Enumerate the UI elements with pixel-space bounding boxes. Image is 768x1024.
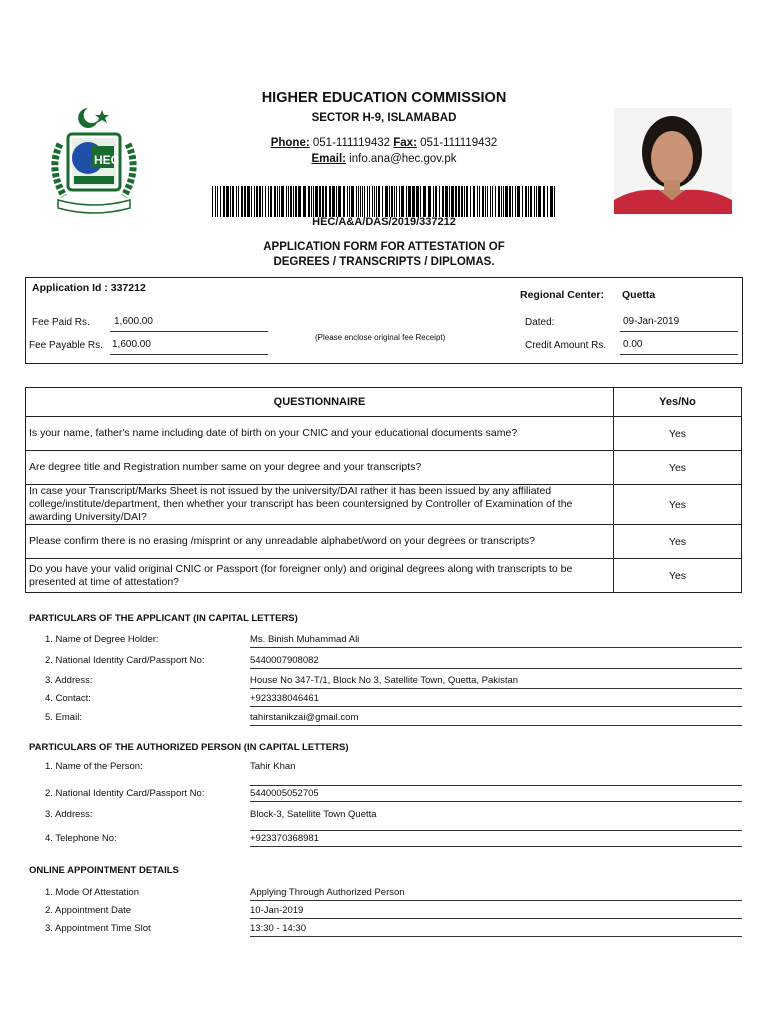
- authorized-phone-label: 4. Telephone No:: [45, 833, 117, 844]
- barcode-bar: [522, 186, 523, 217]
- question-text: In case your Transcript/Marks Sheet is not issued by the university/DAI rather it has been issued by any affiliated college/institute/department, then whether your transcript has been countersigned by Controller of Examination of the awarding University/DAI?: [26, 485, 614, 525]
- fee-payable-value: 1,600.00: [110, 339, 268, 355]
- authorized-cnic-value: 5440005052705: [250, 788, 742, 802]
- barcode-bar: [238, 186, 239, 217]
- barcode-bar: [509, 186, 511, 217]
- barcode-bar: [279, 186, 280, 217]
- question-answer: Yes: [614, 525, 742, 559]
- questionnaire-header: QUESTIONNAIRE: [26, 388, 614, 417]
- applicant-name-value: Ms. Binish Muhammad Ali: [250, 634, 742, 648]
- answer-header: Yes/No: [614, 388, 742, 417]
- barcode-bar: [408, 186, 411, 217]
- barcode-bar: [406, 186, 407, 217]
- barcode-bar: [343, 186, 345, 217]
- barcode-bar: [534, 186, 535, 217]
- barcode-bar: [394, 186, 395, 217]
- barcode-bar: [473, 186, 475, 217]
- fax-value: 051-111119432: [420, 137, 498, 149]
- barcode-bar: [274, 186, 276, 217]
- reference-number: HEC/A&A/DAS/2019/337212: [312, 216, 456, 228]
- barcode-bar: [492, 186, 493, 217]
- barcode-bar: [479, 186, 480, 217]
- barcode-bar: [212, 186, 213, 217]
- applicant-contact-label: 4. Contact:: [45, 693, 91, 704]
- barcode-bar: [262, 186, 263, 217]
- barcode-bar: [554, 186, 555, 217]
- authorized-name-value: Tahir Khan: [250, 761, 742, 786]
- barcode-bar: [517, 186, 520, 217]
- question-answer: Yes: [614, 451, 742, 485]
- applicant-name-label: 1. Name of Degree Holder:: [45, 634, 159, 645]
- barcode-bar: [442, 186, 444, 217]
- barcode-bar: [325, 186, 327, 217]
- barcode-bar: [364, 186, 365, 217]
- barcode-bar: [396, 186, 397, 217]
- barcode-bar: [247, 186, 250, 217]
- barcode-bar: [319, 186, 321, 217]
- barcode-bar: [223, 186, 225, 217]
- barcode-bar: [528, 186, 529, 217]
- barcode-bar: [482, 186, 484, 217]
- question-text: Do you have your valid original CNIC or Passport (for foreigner only) and original degrees along with transcripts to be presented at time of attestation?: [26, 559, 614, 593]
- barcode-bar: [503, 186, 504, 217]
- barcode-bar: [241, 186, 243, 217]
- barcode-bar: [268, 186, 269, 217]
- barcode-bar: [220, 186, 221, 217]
- barcode-bar: [530, 186, 532, 217]
- barcode-bar: [501, 186, 502, 217]
- barcode-bar: [401, 186, 404, 217]
- barcode-bar: [477, 186, 478, 217]
- form-title-line-2: DEGREES / TRANSCRIPTS / DIPLOMAS.: [273, 256, 495, 268]
- barcode-bar: [435, 186, 437, 217]
- appointment-date-label: 2. Appointment Date: [45, 905, 132, 916]
- barcode-bar: [495, 186, 496, 217]
- regional-center-value: Quetta: [622, 289, 656, 301]
- barcode-bar: [525, 186, 527, 217]
- barcode-bar: [313, 186, 314, 217]
- barcode-bar: [428, 186, 431, 217]
- barcode-bar: [244, 186, 246, 217]
- fee-paid-value: 1,600.00: [110, 316, 268, 332]
- barcode-bar: [356, 186, 357, 217]
- authorized-address-value: Block-3, Satellite Town Quetta: [250, 809, 742, 831]
- barcode-bar: [367, 186, 368, 217]
- applicant-email-value: tahirstanikzai@gmail.com: [250, 712, 742, 726]
- barcode-bar: [215, 186, 216, 217]
- applicant-heading: PARTICULARS OF THE APPLICANT (IN CAPITAL LETTERS): [29, 613, 298, 624]
- barcode-bar: [455, 186, 457, 217]
- barcode-bar: [451, 186, 454, 217]
- barcode-bar: [433, 186, 434, 217]
- applicant-contact-value: +923338046461: [250, 693, 742, 707]
- barcode-bar: [461, 186, 463, 217]
- barcode-bar: [538, 186, 541, 217]
- barcode-bar: [295, 186, 297, 217]
- applicant-cnic-value: 5440007908082: [250, 655, 742, 669]
- barcode-bar: [254, 186, 255, 217]
- applicant-photo: [614, 108, 732, 214]
- barcode-bar: [458, 186, 460, 217]
- barcode-bar: [290, 186, 292, 217]
- barcode-bar: [505, 186, 508, 217]
- appointment-mode-label: 1. Mode Of Attestation: [45, 887, 139, 898]
- table-row: [26, 525, 742, 559]
- barcode-bar: [251, 186, 252, 217]
- barcode-bar: [466, 186, 468, 217]
- application-id: Application Id : 337212: [32, 282, 146, 294]
- dated-value: 09-Jan-2019: [620, 316, 738, 332]
- barcode-bar: [464, 186, 465, 217]
- question-answer: Yes: [614, 417, 742, 451]
- barcode-bar: [277, 186, 278, 217]
- question-answer: Yes: [614, 559, 742, 593]
- barcode-bar: [329, 186, 331, 217]
- authorized-phone-value: +923370368981: [250, 833, 742, 847]
- barcode-bar: [512, 186, 513, 217]
- barcode-bar: [439, 186, 440, 217]
- barcode-bar: [259, 186, 261, 217]
- barcode-bar: [399, 186, 400, 217]
- barcode-bar: [217, 186, 218, 217]
- appointment-slot-label: 3. Appointment Time Slot: [45, 923, 151, 934]
- barcode-bar: [515, 186, 516, 217]
- fee-payable-label: Fee Payable Rs.: [29, 340, 103, 351]
- barcode-bar: [236, 186, 237, 217]
- barcode-bar: [374, 186, 375, 217]
- barcode-bar: [270, 186, 272, 217]
- phone-label: Phone:: [270, 137, 310, 149]
- credit-label: Credit Amount Rs.: [525, 340, 607, 351]
- barcode-bar: [358, 186, 359, 217]
- barcode-bar: [487, 186, 488, 217]
- barcode-bar: [369, 186, 370, 217]
- barcode-bar: [293, 186, 294, 217]
- applicant-address-label: 3. Address:: [45, 675, 93, 686]
- form-title-line-1: APPLICATION FORM FOR ATTESTATION OF: [263, 241, 505, 253]
- barcode-bar: [550, 186, 553, 217]
- applicant-cnic-label: 2. National Identity Card/Passport No:: [45, 655, 205, 666]
- appointment-heading: ONLINE APPOINTMENT DETAILS: [29, 865, 179, 876]
- org-title: HIGHER EDUCATION COMMISSION: [261, 90, 507, 106]
- question-text: Is your name, father's name including date of birth on your CNIC and your educational documents same?: [26, 417, 614, 451]
- table-row: [26, 485, 742, 525]
- barcode-bar: [265, 186, 266, 217]
- barcode-bar: [420, 186, 421, 217]
- appointment-slot-value: 13:30 - 14:30: [250, 923, 742, 937]
- barcode-bar: [332, 186, 335, 217]
- appointment-date-value: 10-Jan-2019: [250, 905, 742, 919]
- barcode-bar: [303, 186, 306, 217]
- question-text: Please confirm there is no erasing /misprint or any unreadable alphabet/word on your degrees or transcripts?: [26, 525, 614, 559]
- applicant-address-value: House No 347-T/1, Block No 3, Satellite Town, Quetta, Pakistan: [250, 675, 742, 689]
- barcode-bar: [315, 186, 318, 217]
- appointment-mode-value: Applying Through Authorized Person: [250, 887, 742, 901]
- barcode-bar: [230, 186, 231, 217]
- table-row: [26, 417, 742, 451]
- barcode-bar: [490, 186, 491, 217]
- email-value: info.ana@hec.gov.pk: [349, 153, 457, 165]
- barcode-bar: [449, 186, 450, 217]
- questionnaire-header-row: [26, 388, 742, 417]
- barcode-bar: [376, 186, 377, 217]
- barcode-bar: [347, 186, 348, 217]
- barcode-bar: [485, 186, 486, 217]
- barcode-bar: [232, 186, 234, 217]
- barcode-bar: [389, 186, 390, 217]
- barcode-bar: [226, 186, 229, 217]
- barcode-bar: [547, 186, 548, 217]
- phone-value: 051-111119432: [312, 137, 391, 149]
- barcode-bar: [351, 186, 354, 217]
- barcode-bar: [286, 186, 287, 217]
- barcode-bar: [256, 186, 258, 217]
- barcode-bar: [423, 186, 426, 217]
- barcode-bar: [298, 186, 301, 217]
- authorized-heading: PARTICULARS OF THE AUTHORIZED PERSON (IN CAPITAL LETTERS): [29, 742, 349, 753]
- barcode-bar: [385, 186, 388, 217]
- fax-label: Fax:: [393, 137, 417, 149]
- org-sector: SECTOR H-9, ISLAMABAD: [311, 112, 457, 124]
- barcode-bar: [281, 186, 284, 217]
- barcode-bar: [378, 186, 380, 217]
- receipt-note: (Please enclose original fee Receipt): [315, 333, 446, 342]
- table-row: [26, 451, 742, 485]
- barcode-bar: [362, 186, 363, 217]
- barcode-bar: [288, 186, 289, 217]
- barcode: [210, 186, 560, 217]
- barcode-bar: [412, 186, 415, 217]
- question-text: Are degree title and Registration number same on your degree and your transcripts?: [26, 451, 614, 485]
- question-answer: Yes: [614, 485, 742, 525]
- barcode-bar: [536, 186, 537, 217]
- credit-value: 0.00: [620, 339, 738, 355]
- barcode-bar: [311, 186, 312, 217]
- dated-label: Dated:: [525, 317, 555, 328]
- barcode-bar: [391, 186, 393, 217]
- barcode-bar: [322, 186, 324, 217]
- authorized-address-label: 3. Address:: [45, 809, 93, 820]
- barcode-bar: [445, 186, 448, 217]
- authorized-name-label: 1. Name of the Person:: [45, 761, 143, 772]
- barcode-bar: [349, 186, 350, 217]
- fee-paid-label: Fee Paid Rs.: [32, 317, 90, 328]
- barcode-bar: [543, 186, 545, 217]
- email-label: Email:: [311, 153, 346, 165]
- barcode-bar: [498, 186, 500, 217]
- barcode-bar: [336, 186, 337, 217]
- barcode-bar: [470, 186, 471, 217]
- barcode-bar: [338, 186, 341, 217]
- applicant-email-label: 5. Email:: [45, 712, 82, 723]
- barcode-bar: [382, 186, 383, 217]
- logo-text: HEC: [94, 153, 120, 167]
- table-row: [26, 559, 742, 593]
- barcode-bar: [416, 186, 419, 217]
- form-title: [0, 240, 768, 270]
- regional-center-label: Regional Center:: [520, 289, 605, 301]
- authorized-cnic-label: 2. National Identity Card/Passport No:: [45, 788, 205, 799]
- barcode-bar: [372, 186, 373, 217]
- barcode-bar: [360, 186, 361, 217]
- barcode-bar: [308, 186, 310, 217]
- questionnaire-table: [25, 387, 742, 593]
